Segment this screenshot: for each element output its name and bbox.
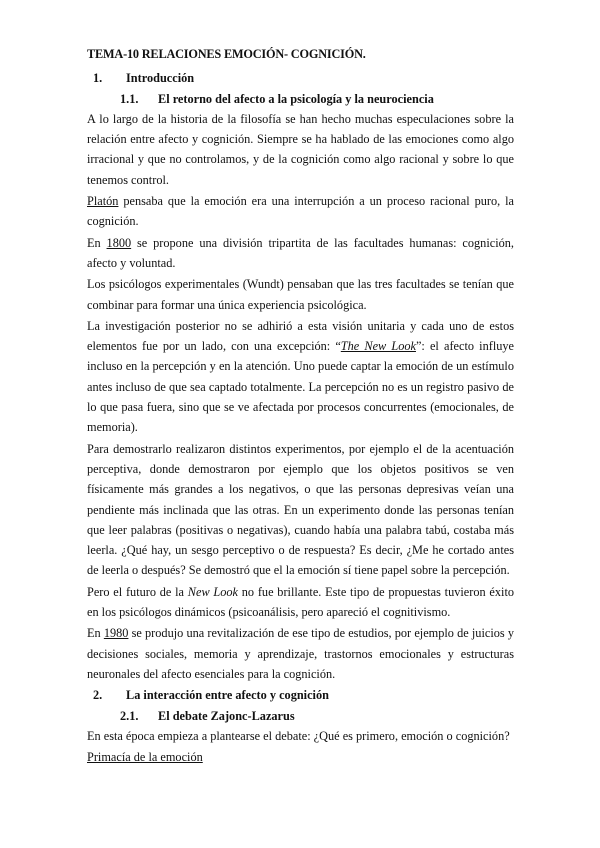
section-1-heading	[87, 68, 514, 88]
section-2-heading	[87, 685, 514, 705]
paragraph-5	[87, 316, 514, 438]
paragraph-8-pre: En	[87, 626, 104, 641]
paragraph-5-text: ”: el afecto influye incluso en la percepción y en la atención. Uno puede captar la emoción de un estímulo antes incluso de que sea captado totalmente. La percepción no es un registro pasivo de lo que pasa fuera, sino que se ve afectada por procesos concurrentes (emocionales, de memoria).	[87, 339, 514, 435]
platon-term: Platón	[87, 194, 119, 209]
section-1-1-title: El retorno del afecto a la psicología y la neurociencia	[158, 91, 434, 106]
section-2-number: 2.	[93, 688, 103, 703]
year-1980: 1980	[103, 626, 129, 641]
subheading-primacia: Primacía de la emoción	[87, 750, 203, 765]
paragraph-8-text: se produjo una revitalización de ese tipo de estudios, por ejemplo de juicios y decisiones sociales, memoria y aprendizaje, trastornos emocionales y estructuras neuronales del afecto esenciales para la cognición.	[87, 626, 514, 681]
year-1800: 1800	[106, 235, 132, 250]
paragraph-3-pre: En	[87, 235, 107, 250]
section-1-title: Introducción	[126, 71, 195, 86]
paragraph-4: Los psicólogos experimentales (Wundt) pensaban que las tres facultades se tenían que combinar para formar una única experiencia psicológica.	[87, 277, 514, 312]
paragraph-7	[87, 582, 514, 623]
paragraph-6: Para demostrarlo realizaron distintos experimentos, por ejemplo el de la acentuación perceptiva, donde demostraron por ejemplo que los objetos positivos se ven físicamente más grandes a los negativos, o que las personas depresivas veían una pendiente más inclinada que las otras. En un experimento donde las personas tenían que leer palabras (positivas o negativas), cuando había una palabra tabú, costaba más leerla. ¿Qué hay, un sesgo perceptivo o de respuesta? Es decir, ¿Me he cortado antes de leerla o después? Se demostró que el la emoción sí tiene papel sobre la percepción.	[87, 441, 514, 578]
section-1-1-heading	[87, 89, 514, 109]
paragraph-10	[87, 747, 514, 767]
new-look-term: The New Look	[340, 339, 416, 354]
paragraph-7-text: no fue brillante. Este tipo de propuestas tuvieron éxito en los psicólogos dinámicos (psicoanálisis, pero apareció el cognitivismo.	[87, 584, 515, 620]
section-1-1-number: 1.1.	[120, 91, 139, 106]
new-look-term-2: New Look	[187, 584, 239, 599]
section-2-1-heading	[87, 706, 514, 726]
paragraph-2	[87, 191, 514, 232]
section-2-1-number: 2.1.	[120, 708, 139, 723]
paragraph-9: En esta época empieza a plantearse el debate: ¿Qué es primero, emoción o cognición?	[87, 728, 510, 743]
paragraph-2-text: pensaba que la emoción era una interrupción a un proceso racional puro, la cognición.	[87, 194, 514, 229]
paragraph-5-pre: La investigación posterior no se adhirió a esta visión unitaria y cada uno de estos elementos fue por un lado, con una excepción: “	[87, 318, 514, 354]
section-1-number: 1.	[93, 71, 103, 86]
paragraph-3	[87, 233, 514, 274]
section-2-1-title: El debate Zajonc-Lazarus	[158, 708, 295, 723]
paragraph-1: A lo largo de la historia de la filosofía se han hecho muchas especulaciones sobre la relación entre afecto y cognición. Siempre se ha hablado de las emociones como algo irracional y que no controlamos, y de la cognición como algo racional y sobre lo que tenemos control.	[87, 111, 514, 187]
document-title: TEMA-10 RELACIONES EMOCIÓN- COGNICIÓN.	[87, 47, 366, 61]
paragraph-7-pre: Pero el futuro de la	[87, 584, 188, 599]
paragraph-3-text: se propone una división tripartita de las facultades humanas: cognición, afecto y voluntad.	[87, 235, 514, 270]
section-2-title: La interacción entre afecto y cognición	[126, 688, 329, 703]
document-body	[87, 44, 514, 768]
paragraph-8	[87, 623, 514, 684]
